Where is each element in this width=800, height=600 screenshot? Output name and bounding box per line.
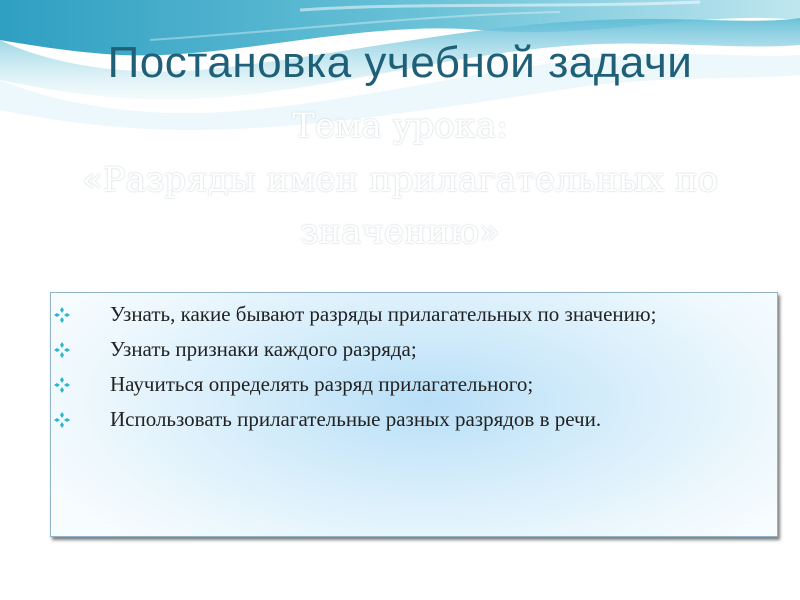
diamond-bullet-icon bbox=[54, 307, 70, 323]
diamond-bullet-icon bbox=[54, 342, 70, 358]
task-text-4: Использовать прилагательные разных разрядов в речи. bbox=[110, 407, 602, 431]
task-text-2: Узнать признаки каждого разряда; bbox=[110, 337, 417, 361]
topic-line-2: «Разряды имен прилагательных по bbox=[81, 160, 719, 200]
topic-line-1: Тема урока: bbox=[292, 106, 508, 146]
task-text-1: Узнать, какие бывают разряды прилагательных по значению; bbox=[110, 302, 657, 326]
tasks-list bbox=[0, 300, 800, 440]
task-text-3: Научиться определять разряд прилагательного; bbox=[110, 372, 534, 396]
list-item bbox=[0, 370, 800, 399]
diamond-bullet-icon bbox=[54, 412, 70, 428]
list-item bbox=[0, 300, 800, 329]
list-item bbox=[0, 335, 800, 364]
slide-title: Постановка учебной задачи bbox=[107, 38, 693, 87]
list-item bbox=[0, 405, 800, 434]
topic-line-3: значению» bbox=[300, 212, 500, 252]
diamond-bullet-icon bbox=[54, 377, 70, 393]
